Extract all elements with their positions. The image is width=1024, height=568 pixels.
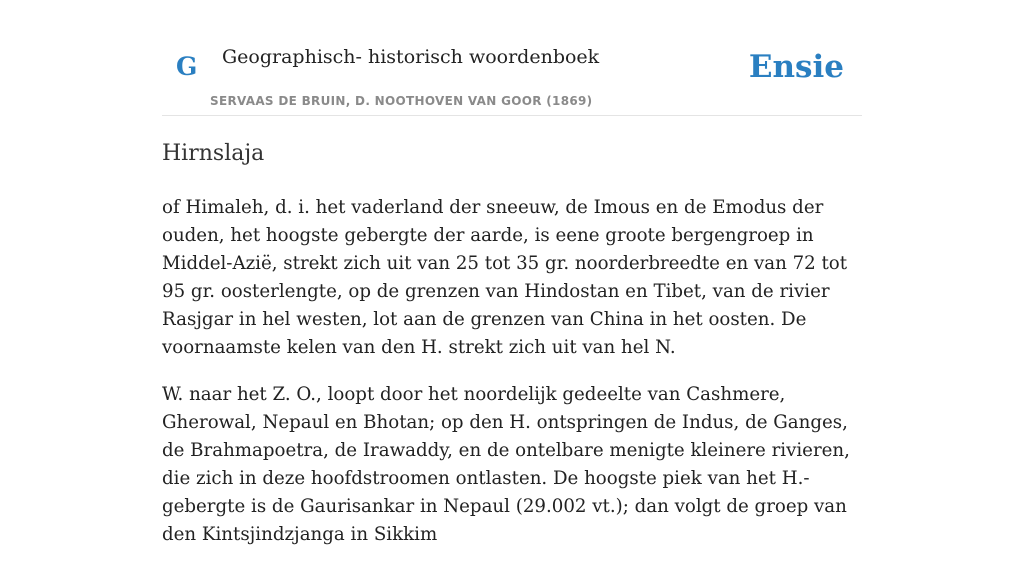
book-title[interactable]: Geographisch- historisch woordenboek — [222, 46, 600, 68]
entry-title: Hirnslaja — [162, 141, 265, 166]
book-author: SERVAAS DE BRUIN, D. NOOTHOVEN VAN GOOR (1869) — [210, 94, 593, 108]
entry-paragraph: of Himaleh, d. i. het vaderland der sneeuw, de Imous en de Emodus der ouden, het hoogste gebergte der aarde, is eene groote bergengroep in Middel-Azië, strekt zich uit van 25 tot 35 gr. noorderbreedte en van 72 tot 95 gr. oosterlengte, op de grenzen van Hindostan en Tibet, van de rivier Rasjgar in hel westen, lot aan de grenzen van China in het oosten. De voornaamste kelen van den H. strekt zich uit van hel N. — [162, 197, 848, 358]
site-logo[interactable]: Ensie — [748, 49, 844, 85]
book-logo[interactable]: G — [176, 52, 198, 81]
entry-paragraph: W. naar het Z. O., loopt door het noordelijk gedeelte van Cashmere, Gherowal, Nepaul en Bhotan; op den H. ontspringen de Indus, de Ganges, de Brahmapoetra, de Irawaddy, en de ontelbare menigte kleinere rivieren, die zich in deze hoofdstroomen ontlasten. De hoogste piek van het H.-gebergte is de Gaurisankar in Nepaul (29.002 vt.); dan volgt de groep van den Kintsjindzjanga in Sikkim — [162, 384, 850, 545]
entry-content — [162, 138, 862, 568]
page-header — [162, 0, 862, 116]
